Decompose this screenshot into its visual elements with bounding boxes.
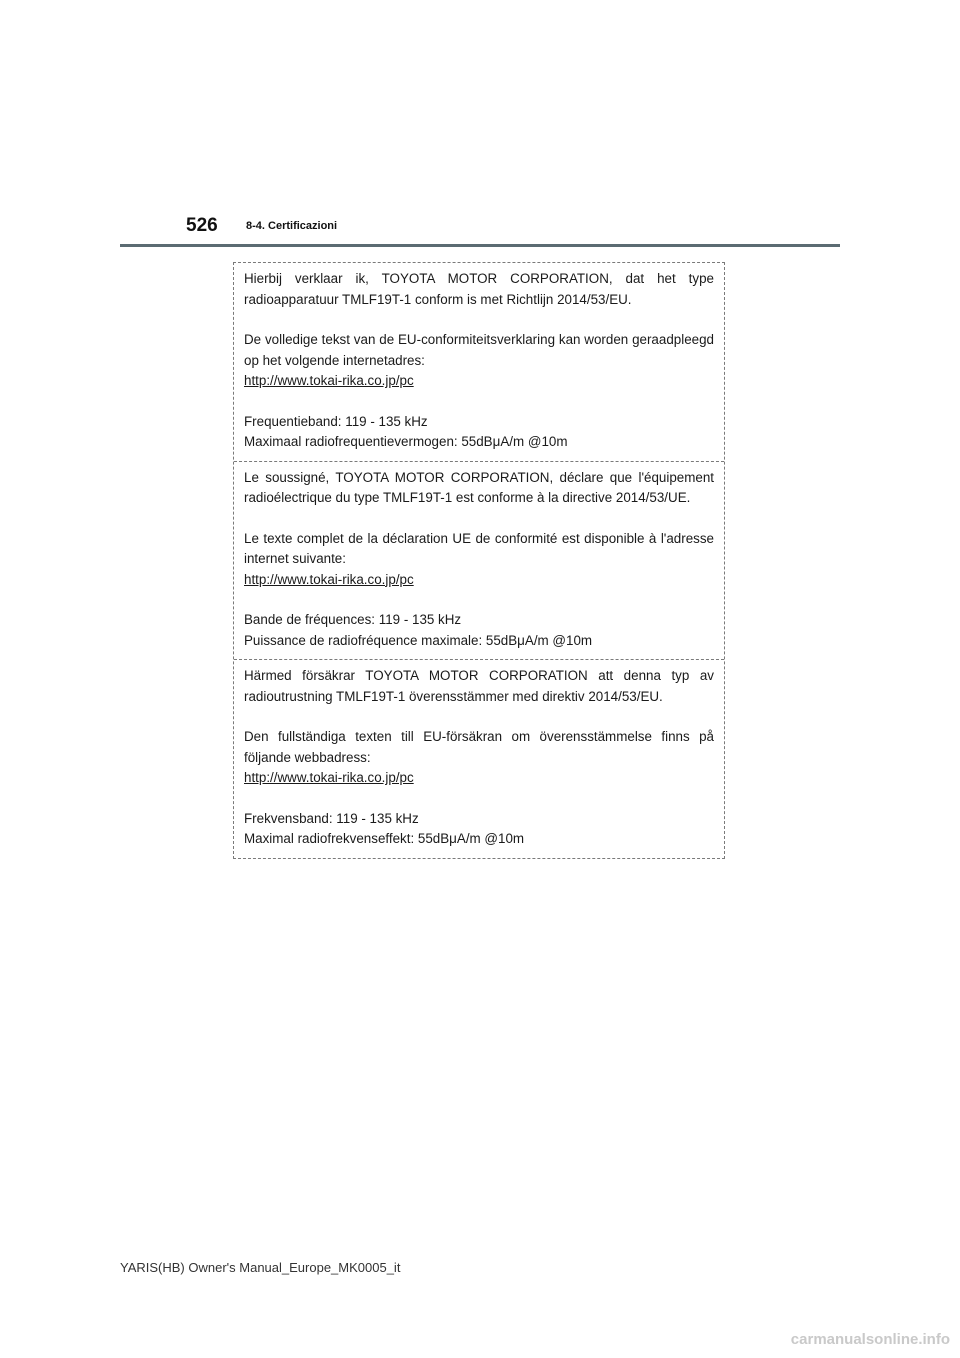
declaration-text: Härmed försäkrar TOYOTA MOTOR CORPORATION att denna typ av radioutrustning TMLF19T-1 överensstämmer med direktiv 2014/53/EU.	[244, 668, 714, 704]
full-text-note: De volledige tekst van de EU-conformiteitsverklaring kan worden geraadpleegd op het volgende internetadres:	[244, 332, 714, 368]
frequency-band-text: Frequentieband: 119 - 135 kHz	[244, 413, 428, 429]
declaration-url-link[interactable]: http://www.tokai-rika.co.jp/pc	[244, 770, 414, 785]
declaration-text: Hierbij verklaar ik, TOYOTA MOTOR CORPORATION, dat het type radioapparatuur TMLF19T-1 conform is met Richtlijn 2014/53/EU.	[244, 271, 714, 307]
max-power-text: Maximal radiofrekvenseffekt: 55dBμA/m @10m	[244, 831, 525, 846]
page-number: 526	[186, 215, 218, 236]
full-text-note: Den fullständiga texten till EU-försäkran om överensstämmelse finns på följande webbadress:	[244, 729, 714, 765]
watermark: carmanualsonline.info	[790, 1331, 950, 1348]
max-power-text: Puissance de radiofréquence maximale: 55dBμA/m @10m	[244, 632, 593, 648]
declaration-text: Le soussigné, TOYOTA MOTOR CORPORATION, déclare que l'équipement radioélectrique du type TMLF19T-1 est conforme à la directive 2014/53/UE.	[244, 469, 714, 505]
cert-block-french	[234, 462, 724, 661]
cert-block-swedish	[234, 660, 724, 858]
header-divider	[120, 244, 840, 247]
footer-manual-id: YARIS(HB) Owner's Manual_Europe_MK0005_it	[120, 1260, 401, 1275]
frequency-band-text: Frekvensband: 119 - 135 kHz	[244, 810, 419, 826]
declaration-url-link[interactable]: http://www.tokai-rika.co.jp/pc	[244, 373, 414, 388]
frequency-band-text: Bande de fréquences: 119 - 135 kHz	[244, 612, 462, 627]
certification-box	[233, 262, 725, 859]
section-title: 8-4. Certificazioni	[246, 220, 338, 232]
declaration-url-link[interactable]: http://www.tokai-rika.co.jp/pc	[244, 571, 414, 587]
full-text-note: Le texte complet de la déclaration UE de conformité est disponible à l'adresse internet suivante:	[244, 530, 714, 566]
max-power-text: Maximaal radiofrequentievermogen: 55dBμA/m @10m	[244, 434, 568, 449]
cert-block-dutch	[234, 263, 724, 462]
